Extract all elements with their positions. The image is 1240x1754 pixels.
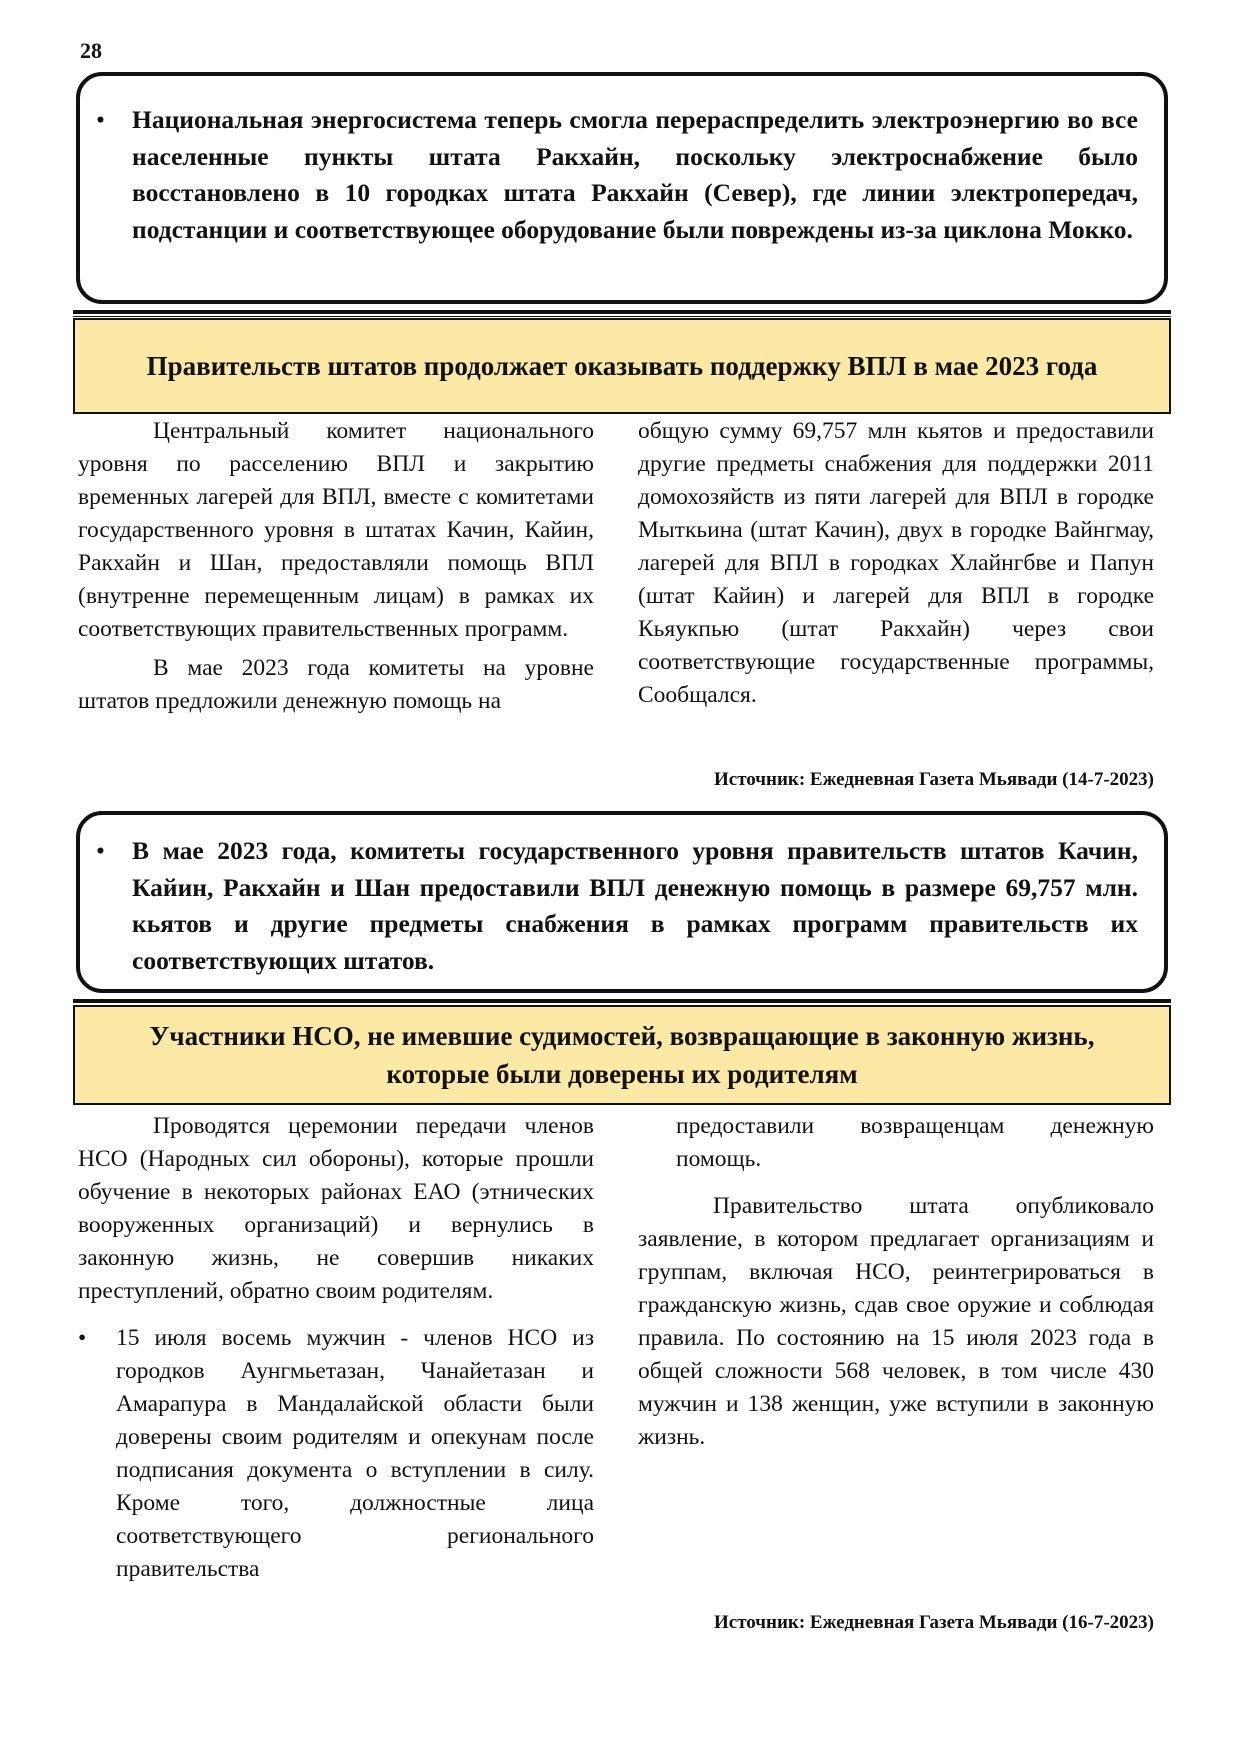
source-credit: Источник: Ежедневная Газета Мьявади (16-7-2023) [714, 1612, 1154, 1633]
headline-text: Участники НСО, не имевшие судимостей, возвращающие в законную жизнь, которые были доверены их родителям [149, 1021, 1095, 1089]
divider-rule [73, 310, 1171, 317]
headline-text: Правительств штатов продолжает оказывать поддержку ВПЛ в мае 2023 года [146, 351, 1098, 381]
section-headline-pdf-return [73, 1005, 1171, 1105]
article-column-left [78, 1110, 594, 1586]
article-paragraph: В мае 2023 года комитеты на уровне штатов предложили денежную помощь на [78, 655, 594, 714]
summary-box-power [76, 72, 1168, 304]
article-paragraph: Проводятся церемонии передачи членов НСО (Народных сил обороны), которые прошли обучение в некоторых районах ЕАО (этнических вооруженных организаций) и вернулись в законную жизнь, не совершив никаких преступлений, обратно своим родителям. [78, 1113, 594, 1304]
article-column-left [78, 415, 594, 718]
list-item [78, 1322, 594, 1586]
bullet-icon: • [78, 1325, 87, 1351]
article-column-right [638, 415, 1154, 712]
article-paragraph: общую сумму 69,757 млн кьятов и предоставили другие предметы снабжения для поддержки 2011 домохозяйств из пяти лагерей для ВПЛ в городке Мыткьина (штат Качин), двух в городке Вайнгмау, лагерей для ВПЛ в городках Хлайнгбве и Папун (штат Кайин) и лагерей для ВПЛ в городке Кьяукпью (штат Ракхайн) через свои соответствующие государственные программы, Сообщался. [638, 418, 1154, 708]
summary-text: • В мае 2023 года, комитеты государственного уровня правительств штатов Качин, Кайин, Ракхайн и Шан предоставили ВПЛ денежную помощь в размере 69,757 млн. кьятов и другие предметы снабжения в рамках программ правительств их соответствующих штатов. [132, 833, 1138, 979]
page-number: 28 [80, 38, 102, 63]
article-paragraph: предоставили возвращенцам денежную помощь. [676, 1113, 1154, 1172]
list-item-text: 15 июля восемь мужчин - членов НСО из городков Аунгмьетазан, Чанайетазан и Амарапура в Мандалайской области были доверены своим родителям и опекунам после подписания документа о вступлении в силу. Кроме того, должностные лица соответствующего регионального правительства [116, 1325, 594, 1582]
source-credit: Источник: Ежедневная Газета Мьявади (14-7-2023) [714, 769, 1154, 790]
section-headline-idp-support [73, 318, 1171, 414]
summary-box-idp [76, 811, 1168, 993]
article-paragraph: Правительство штата опубликовало заявление, в котором предлагает организациям и группам, включая НСО, реинтегрироваться в гражданскую жизнь, сдав свое оружие и соблюдая правила. По состоянию на 15 июля 2023 года в общей сложности 568 человек, в том числе 430 мужчин и 138 женщин, уже вступили в законную жизнь. [638, 1193, 1154, 1450]
summary-text: • Национальная энергосистема теперь смогла перераспределить электроэнергию во все населенные пункты штата Ракхайн, поскольку электроснабжение было восстановлено в 10 городках штата Ракхайн (Север), где линии электропередач, подстанции и соответствующее оборудование были повреждены из-за циклона Мокко. [132, 102, 1138, 248]
article-paragraph: Центральный комитет национального уровня по расселению ВПЛ и закрытию временных лагерей для ВПЛ, вместе с комитетами государственного уровня в штатах Качин, Кайин, Ракхайн и Шан, предоставляли помощь ВПЛ (внутренне перемещенным лицам) в рамках их соответствующих правительственных программ. [78, 418, 594, 642]
article-column-right [638, 1110, 1154, 1454]
